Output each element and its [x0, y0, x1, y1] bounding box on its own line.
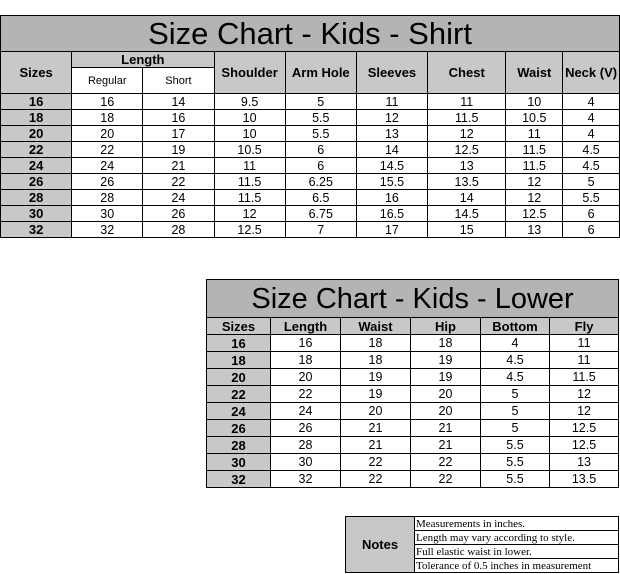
table-row: [207, 420, 619, 437]
table-cell: 11.5: [214, 190, 285, 206]
table-cell: 24: [143, 190, 214, 206]
table-row: [207, 335, 619, 352]
table-cell: 10: [214, 110, 285, 126]
table-cell: 13: [506, 222, 563, 238]
table-cell: 24: [271, 403, 341, 420]
lower-header-row: [207, 318, 619, 335]
table-cell: 19: [411, 369, 481, 386]
table-cell: 12: [356, 110, 427, 126]
table-cell: 21: [143, 158, 214, 174]
table-cell: 14: [428, 190, 506, 206]
table-row: [207, 369, 619, 386]
table-cell: 22: [341, 471, 411, 488]
table-cell: 7: [285, 222, 356, 238]
table-cell: 21: [411, 437, 481, 454]
size-label: 16: [207, 335, 271, 352]
lower-size-chart: [206, 279, 619, 488]
lower-header-cell: Length: [271, 318, 341, 335]
size-label: 26: [1, 174, 72, 190]
size-label: 28: [207, 437, 271, 454]
table-cell: 12: [550, 386, 619, 403]
size-label: 22: [207, 386, 271, 403]
table-cell: 20: [271, 369, 341, 386]
note-item: Length may vary according to style.: [415, 531, 619, 545]
table-cell: 6: [285, 142, 356, 158]
table-cell: 30: [271, 454, 341, 471]
table-row: [1, 126, 620, 142]
table-row: [1, 190, 620, 206]
size-label: 26: [207, 420, 271, 437]
table-cell: 17: [143, 126, 214, 142]
table-cell: 21: [341, 420, 411, 437]
shirt-header-waist: Waist: [506, 52, 563, 94]
lower-header-cell: Bottom: [481, 318, 550, 335]
table-cell: 4: [563, 126, 620, 142]
size-label: 20: [207, 369, 271, 386]
table-cell: 12: [550, 403, 619, 420]
size-label: 24: [1, 158, 72, 174]
table-row: [1, 110, 620, 126]
lower-table-body: [207, 335, 619, 488]
table-cell: 4.5: [481, 352, 550, 369]
table-cell: 12.5: [428, 142, 506, 158]
table-cell: 11.5: [428, 110, 506, 126]
table-cell: 5.5: [285, 110, 356, 126]
table-cell: 18: [72, 110, 143, 126]
table-row: [1, 174, 620, 190]
lower-header-cell: Waist: [341, 318, 411, 335]
table-cell: 13: [550, 454, 619, 471]
table-cell: 16: [271, 335, 341, 352]
table-cell: 10: [506, 94, 563, 110]
shirt-header-neck: Neck (V): [563, 52, 620, 94]
table-cell: 13: [428, 158, 506, 174]
table-cell: 11.5: [550, 369, 619, 386]
lower-header-cell: Sizes: [207, 318, 271, 335]
table-cell: 32: [72, 222, 143, 238]
table-cell: 5: [481, 386, 550, 403]
table-cell: 5: [481, 403, 550, 420]
table-cell: 11: [550, 352, 619, 369]
lower-header-cell: Fly: [550, 318, 619, 335]
table-cell: 22: [271, 386, 341, 403]
table-cell: 21: [341, 437, 411, 454]
table-cell: 4.5: [481, 369, 550, 386]
notes-table: [345, 516, 619, 573]
note-item: Full elastic waist in lower.: [415, 545, 619, 559]
table-cell: 4: [563, 94, 620, 110]
table-cell: 20: [411, 386, 481, 403]
table-row: [1, 222, 620, 238]
shirt-header-regular: Regular: [72, 68, 143, 94]
table-cell: 13.5: [428, 174, 506, 190]
table-cell: 16: [356, 190, 427, 206]
table-cell: 5: [563, 174, 620, 190]
table-cell: 11: [214, 158, 285, 174]
table-cell: 26: [271, 420, 341, 437]
table-cell: 12: [506, 174, 563, 190]
table-cell: 12.5: [550, 420, 619, 437]
shirt-header-shoulder: Shoulder: [214, 52, 285, 94]
table-cell: 20: [72, 126, 143, 142]
table-cell: 4.5: [563, 158, 620, 174]
table-cell: 22: [143, 174, 214, 190]
table-cell: 32: [271, 471, 341, 488]
table-cell: 5.5: [285, 126, 356, 142]
table-cell: 14: [356, 142, 427, 158]
shirt-header-chest: Chest: [428, 52, 506, 94]
table-cell: 6: [563, 206, 620, 222]
table-row: [1, 158, 620, 174]
table-cell: 10.5: [506, 110, 563, 126]
lower-header-cell: Hip: [411, 318, 481, 335]
table-cell: 26: [143, 206, 214, 222]
table-cell: 22: [341, 454, 411, 471]
table-row: [1, 94, 620, 110]
size-label: 18: [1, 110, 72, 126]
table-row: [1, 142, 620, 158]
shirt-table-body: [1, 94, 620, 238]
table-cell: 26: [72, 174, 143, 190]
table-cell: 4: [563, 110, 620, 126]
table-cell: 5.5: [563, 190, 620, 206]
size-label: 28: [1, 190, 72, 206]
table-cell: 18: [411, 335, 481, 352]
table-row: [207, 471, 619, 488]
table-cell: 12: [214, 206, 285, 222]
size-label: 32: [1, 222, 72, 238]
notes-label: Notes: [346, 517, 415, 573]
table-cell: 20: [341, 403, 411, 420]
table-cell: 19: [341, 369, 411, 386]
table-cell: 16: [143, 110, 214, 126]
table-row: [207, 437, 619, 454]
table-cell: 11: [428, 94, 506, 110]
shirt-header-arm-hole: Arm Hole: [285, 52, 356, 94]
table-cell: 12.5: [550, 437, 619, 454]
table-cell: 10: [214, 126, 285, 142]
table-cell: 28: [271, 437, 341, 454]
table-cell: 11: [506, 126, 563, 142]
table-cell: 12: [506, 190, 563, 206]
table-cell: 6: [563, 222, 620, 238]
table-cell: 11.5: [506, 158, 563, 174]
table-row: [207, 386, 619, 403]
table-cell: 24: [72, 158, 143, 174]
table-cell: 15.5: [356, 174, 427, 190]
table-cell: 13.5: [550, 471, 619, 488]
size-label: 30: [1, 206, 72, 222]
table-cell: 16: [72, 94, 143, 110]
table-cell: 22: [72, 142, 143, 158]
table-cell: 14.5: [356, 158, 427, 174]
table-cell: 11.5: [506, 142, 563, 158]
table-cell: 13: [356, 126, 427, 142]
table-cell: 14.5: [428, 206, 506, 222]
table-cell: 5.5: [481, 454, 550, 471]
table-row: [1, 206, 620, 222]
table-cell: 5.5: [481, 471, 550, 488]
table-cell: 21: [411, 420, 481, 437]
table-cell: 18: [341, 352, 411, 369]
shirt-header-sizes: Sizes: [1, 52, 72, 94]
table-cell: 6.75: [285, 206, 356, 222]
table-cell: 12: [428, 126, 506, 142]
table-row: [207, 403, 619, 420]
table-cell: 12.5: [214, 222, 285, 238]
table-cell: 4.5: [563, 142, 620, 158]
table-cell: 4: [481, 335, 550, 352]
table-cell: 5: [481, 420, 550, 437]
shirt-header-length: Length: [72, 52, 214, 68]
table-cell: 15: [428, 222, 506, 238]
table-cell: 28: [143, 222, 214, 238]
size-label: 22: [1, 142, 72, 158]
table-row: [207, 454, 619, 471]
table-cell: 14: [143, 94, 214, 110]
table-cell: 17: [356, 222, 427, 238]
table-cell: 11: [550, 335, 619, 352]
table-cell: 10.5: [214, 142, 285, 158]
table-cell: 9.5: [214, 94, 285, 110]
table-cell: 19: [143, 142, 214, 158]
table-cell: 16.5: [356, 206, 427, 222]
note-item: Measurements in inches.: [415, 517, 619, 531]
table-cell: 12.5: [506, 206, 563, 222]
shirt-size-chart: [0, 15, 620, 238]
size-label: 16: [1, 94, 72, 110]
table-cell: 11.5: [214, 174, 285, 190]
shirt-header-short: Short: [143, 68, 214, 94]
lower-chart-title: Size Chart - Kids - Lower: [207, 280, 619, 318]
table-cell: 5.5: [481, 437, 550, 454]
table-cell: 5: [285, 94, 356, 110]
table-cell: 28: [72, 190, 143, 206]
size-label: 32: [207, 471, 271, 488]
table-cell: 18: [341, 335, 411, 352]
table-cell: 20: [411, 403, 481, 420]
table-cell: 18: [271, 352, 341, 369]
shirt-header-sleeves: Sleeves: [356, 52, 427, 94]
table-cell: 19: [411, 352, 481, 369]
table-cell: 11: [356, 94, 427, 110]
size-label: 30: [207, 454, 271, 471]
table-cell: 22: [411, 454, 481, 471]
size-label: 18: [207, 352, 271, 369]
size-label: 24: [207, 403, 271, 420]
table-cell: 30: [72, 206, 143, 222]
table-cell: 6.5: [285, 190, 356, 206]
table-cell: 6: [285, 158, 356, 174]
shirt-chart-title: Size Chart - Kids - Shirt: [1, 16, 620, 52]
table-row: [207, 352, 619, 369]
size-label: 20: [1, 126, 72, 142]
note-item: Tolerance of 0.5 inches in measurement: [415, 559, 619, 573]
table-cell: 22: [411, 471, 481, 488]
table-cell: 6.25: [285, 174, 356, 190]
table-cell: 19: [341, 386, 411, 403]
